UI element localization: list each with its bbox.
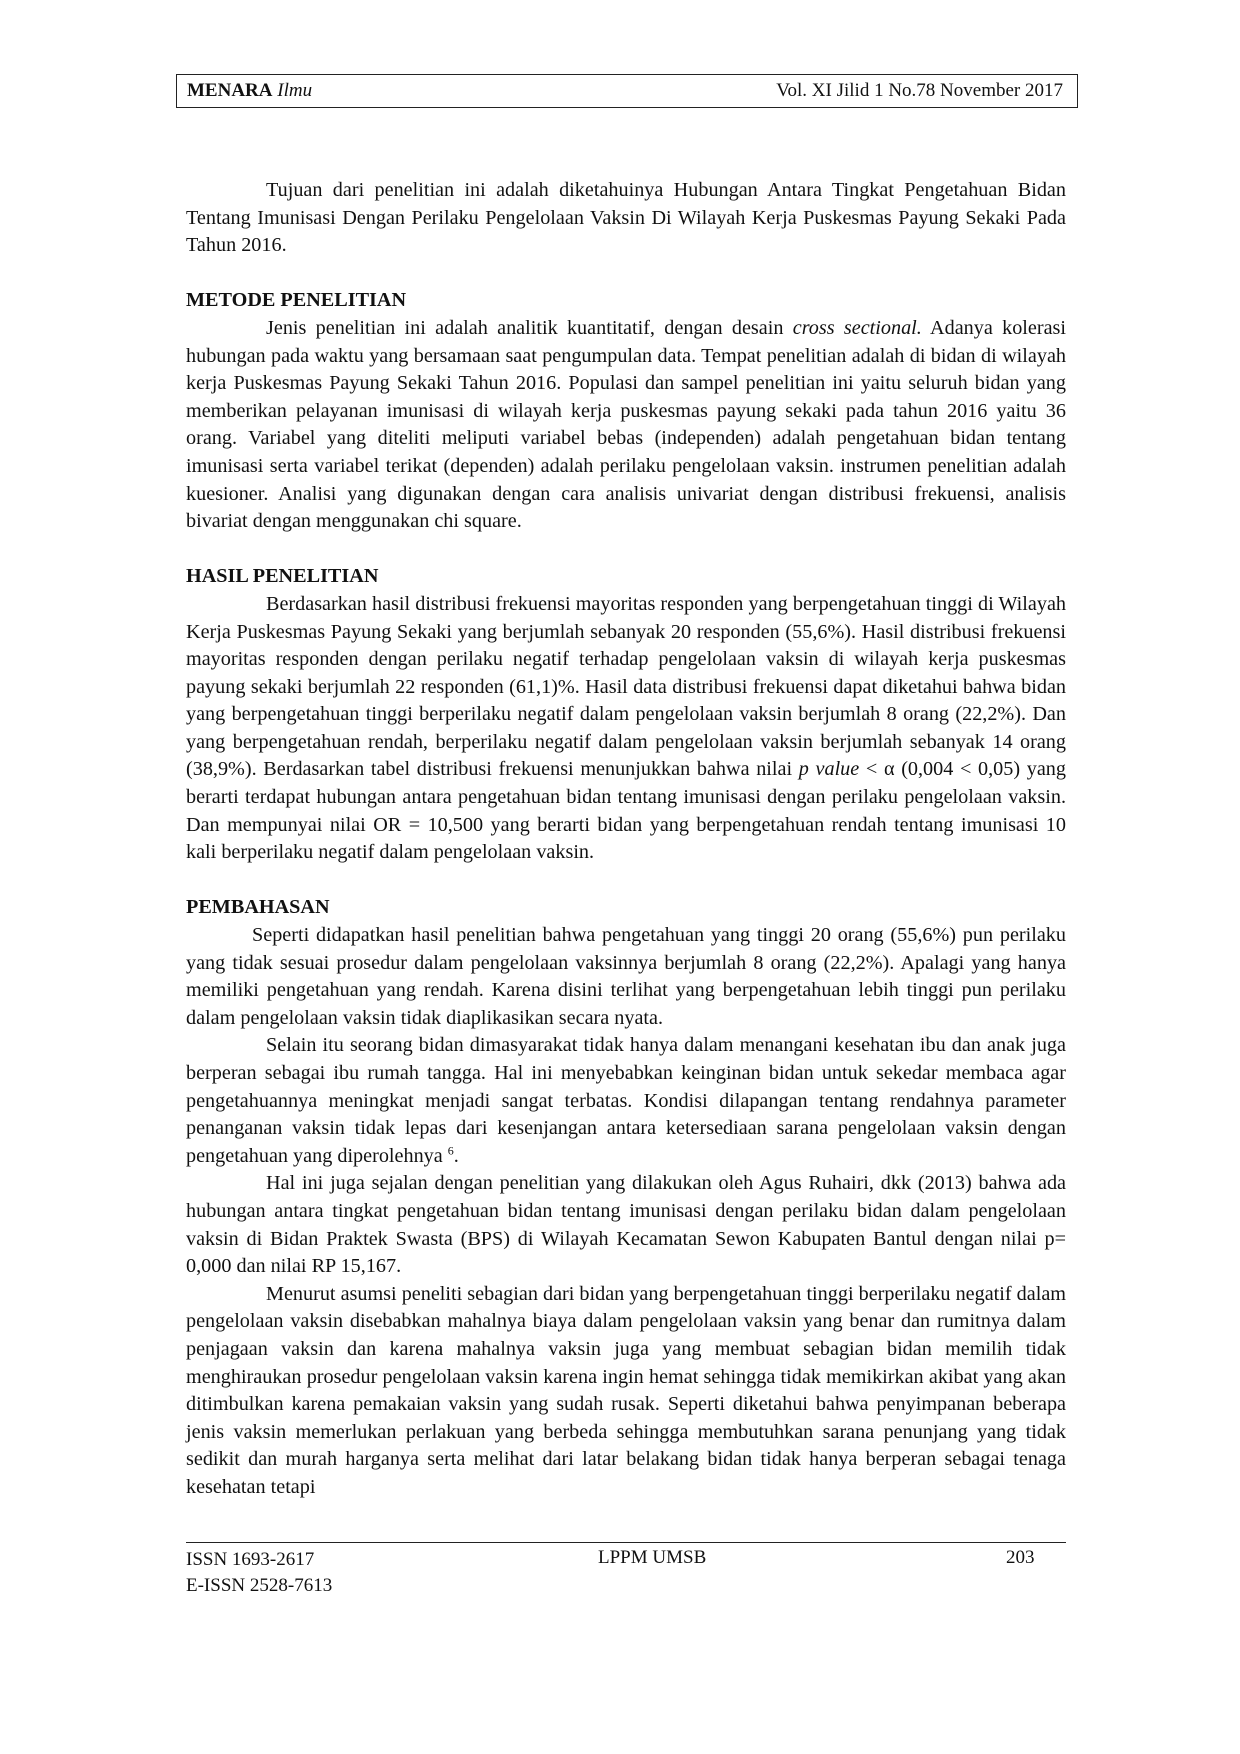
metode-text-1: Jenis penelitian ini adalah analitik kuantitatif, dengan desain bbox=[266, 316, 793, 339]
journal-name: MENARA bbox=[187, 80, 273, 101]
metode-paragraph bbox=[186, 315, 1066, 536]
hasil-text-2: < α (0,004 < 0,05) yang berarti terdapat hubungan antara pengetahuan bidan tentang imunisasi dengan perilaku pengelolaan vaksin. Dan mempunyai nilai OR = 10,500 yang berarti bidan yang berpengetahuan rendah tentang imunisasi 10 kali berperilaku negatif dalam pengelolaan vaksin. bbox=[186, 758, 1066, 864]
footer-publisher: LPPM UMSB bbox=[598, 1547, 707, 1568]
journal-title bbox=[187, 80, 312, 102]
pembahasan-paragraph-3: Hal ini juga sejalan dengan penelitian yang dilakukan oleh Agus Ruhairi, dkk (2013) bahwa ada hubungan antara tingkat pengetahuan bidan tentang imunisasi dengan perilaku bidan dalam pengelolaan vaksin di Bidan Praktek Swasta (BPS) di Wilayah Kecamatan Sewon Kabupaten Bantul dengan nilai p= 0,000 dan nilai RP 15,167. bbox=[186, 1172, 1066, 1278]
intro-paragraph: Tujuan dari penelitian ini adalah diketahuinya Hubungan Antara Tingkat Pengetahuan Bidan Tentang Imunisasi Dengan Perilaku Pengelolaan Vaksin Di Wilayah Kerja Puskesmas Payung Sekaki Pada Tahun 2016. bbox=[186, 179, 1066, 257]
pembahasan-paragraph-1: Seperti didapatkan hasil penelitian bahwa pengetahuan yang tinggi 20 orang (55,6%) pun perilaku yang tidak sesuai prosedur dalam pengelolaan vaksinnya berjumlah 8 orang (22,2%). Apalagi yang hanya memiliki pengetahuan yang rendah. Karena disini terlihat yang berpengetahuan lebih tinggi pun perilaku dalam pengelolaan vaksin tidak diaplikasikan secara nyata. bbox=[186, 924, 1066, 1029]
hasil-paragraph bbox=[186, 591, 1066, 867]
running-header bbox=[176, 74, 1078, 108]
footer-issn-block bbox=[186, 1547, 332, 1599]
issn: ISSN 1693-2617 bbox=[186, 1549, 315, 1570]
citation-superscript: 6 bbox=[447, 1143, 454, 1158]
pembahasan-p2-end: . bbox=[453, 1144, 459, 1167]
metode-text-2: Adanya kolerasi hubungan pada waktu yang bersamaan saat pengumpulan data. Tempat penelitian adalah di bidan di wilayah kerja Puskesmas Payung Sekaki Tahun 2016. Populasi dan sampel penelitian ini yaitu seluruh bidan yang memberikan pelayanan imunisasi di wilayah kerja puskesmas payung sekaki pada tahun 2016 yaitu 36 orang. Variabel yang diteliti meliputi variabel bebas (independen) adalah pengetahuan bidan tentang imunisasi serta variabel terikat (dependen) adalah perilaku pengelolaan vaksin. instrumen penelitian adalah kuesioner. Analisi yang digunakan dengan cara analisis univariat dengan distribusi frekuensi, analisis bivariat dengan menggunakan chi square. bbox=[186, 316, 1066, 533]
metode-text-italic: cross sectional. bbox=[792, 316, 922, 339]
section-heading-metode: METODE PENELITIAN bbox=[186, 289, 407, 312]
footer-divider bbox=[186, 1542, 1066, 1543]
volume-info: Vol. XI Jilid 1 No.78 November 2017 bbox=[776, 80, 1063, 101]
section-heading-pembahasan: PEMBAHASAN bbox=[186, 896, 330, 919]
section-heading-hasil: HASIL PENELITIAN bbox=[186, 565, 379, 588]
hasil-text-italic: p value bbox=[798, 758, 860, 781]
pembahasan-paragraph-4: Menurut asumsi peneliti sebagian dari bidan yang berpengetahuan tinggi berperilaku negatif dalam pengelolaan vaksin disebabkan mahalnya biaya dalam pengelolaan vaksin yang benar dan rumitnya dalam penjagaan vaksin dan karena mahalnya vaksin juga yang membuat sebagian bidan memilih tidak menghiraukan prosedur pengelolaan vaksin karena ingin hemat sehingga tidak memikirkan akibat yang akan ditimbulkan karena pemakaian vaksin yang sudah rusak. Seperti diketahui bahwa penyimpanan beberapa jenis vaksin memerlukan perlakuan yang berbeda sehingga membutuhkan sarana penunjang yang tidak sedikit dan murah harganya serta melihat dari latar belakang bidan tidak hanya berperan sebagai tenaga kesehatan tetapi bbox=[186, 1282, 1066, 1498]
hasil-text-1: Berdasarkan hasil distribusi frekuensi mayoritas responden yang berpengetahuan tinggi di Wilayah Kerja Puskesmas Payung Sekaki yang berjumlah sebanyak 20 responden (55,6%). Hasil distribusi frekuensi mayoritas responden dengan perilaku negatif terhadap pengelolaan vaksin di wilayah kerja puskesmas payung sekaki berjumlah 22 responden (61,1)%. Hasil data distribusi frekuensi dapat diketahui bahwa bidan yang berpengetahuan tinggi berperilaku negatif dalam pengelolaan vaksin berjumlah 8 orang (22,2%). Dan yang berpengetahuan rendah, berperilaku negatif dalam pengelolaan vaksin berjumlah sebanyak 14 orang (38,9%). Berdasarkan tabel distribusi frekuensi menunjukkan bahwa nilai bbox=[186, 592, 1066, 781]
article-body bbox=[186, 177, 1066, 1502]
pembahasan-p2-text: Selain itu seorang bidan dimasyarakat tidak hanya dalam menangani kesehatan ibu dan anak juga berperan sebagai ibu rumah tangga. Hal ini menyebabkan keinginan bidan untuk sekedar membaca agar pengetahuannya meningkat menjadi sangat terbatas. Kondisi dilapangan tentang rendahnya parameter penanganan vaksin tidak lepas dari kesenjangan antara ketersediaan sarana pengelolaan vaksin dengan pengetahuan yang diperolehnya bbox=[186, 1034, 1066, 1167]
page-number: 203 bbox=[1006, 1547, 1035, 1568]
pembahasan-paragraph-2 bbox=[186, 1032, 1066, 1170]
journal-subtitle: Ilmu bbox=[277, 80, 313, 101]
e-issn: E-ISSN 2528-7613 bbox=[186, 1575, 333, 1596]
